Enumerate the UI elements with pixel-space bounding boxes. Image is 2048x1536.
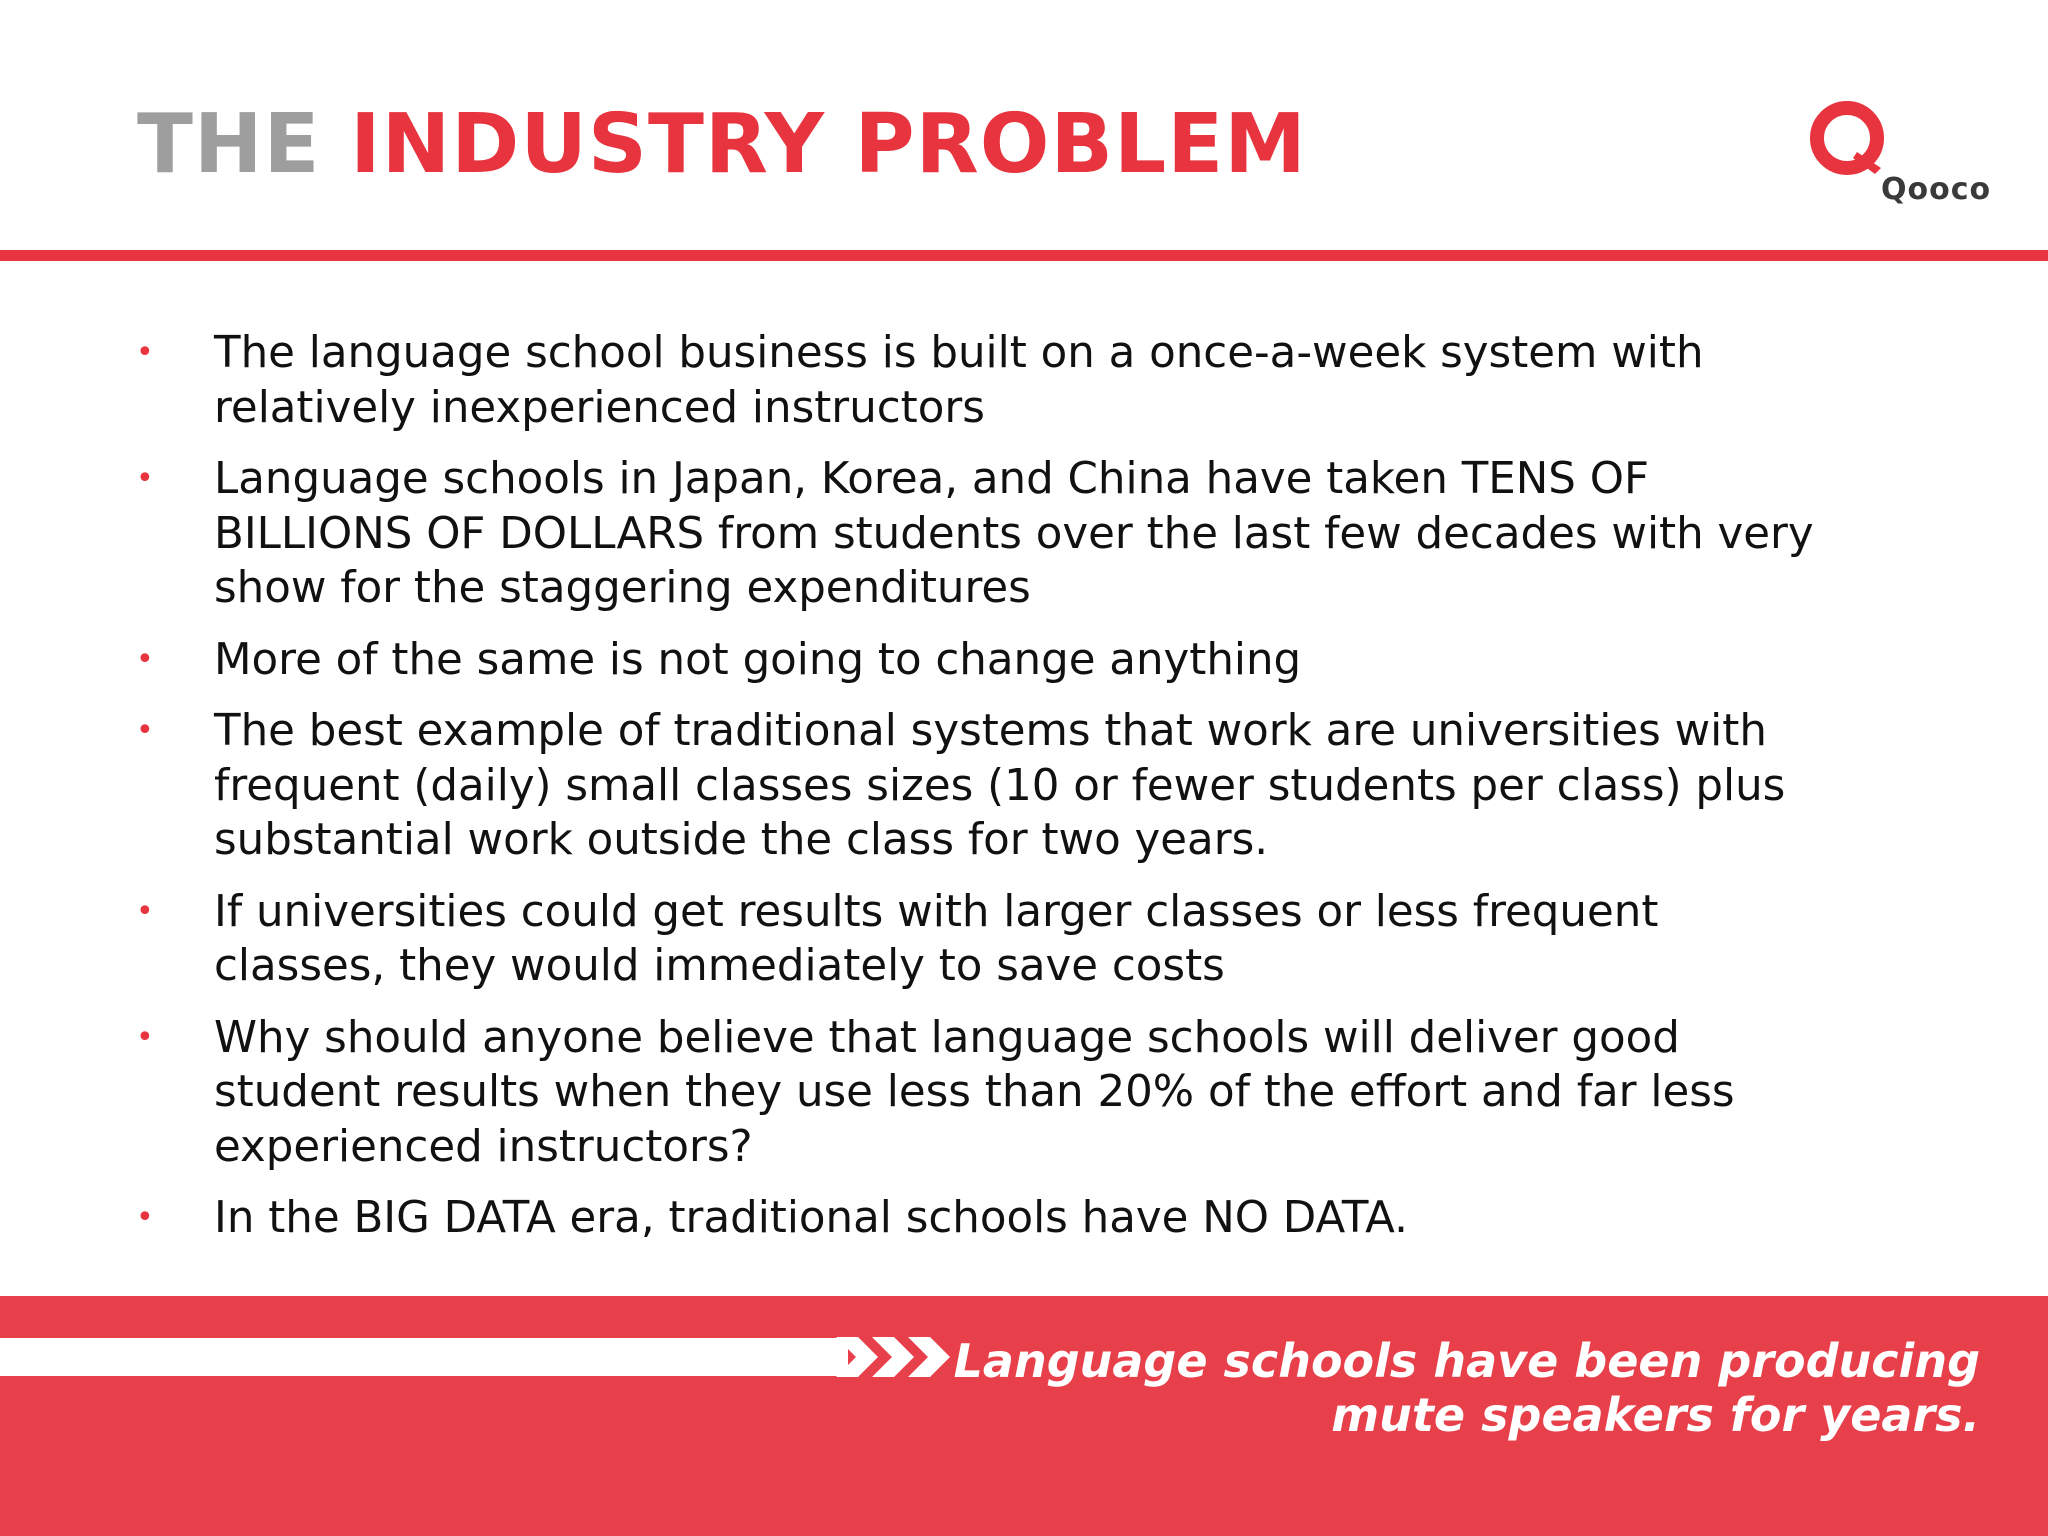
bullet-text: Language schools in Japan, Korea, and China have taken TENS OF BILLIONS OF DOLLARS from students over the last few decades with very show for the staggering expenditures bbox=[214, 454, 1814, 613]
bullet-dot-icon: • bbox=[136, 335, 154, 370]
list-item bbox=[136, 885, 1936, 994]
footer-stripe bbox=[0, 1338, 848, 1376]
logo-text: Qooco bbox=[1881, 172, 1992, 207]
footer-banner bbox=[0, 1296, 2048, 1536]
list-item bbox=[136, 633, 1936, 688]
bullet-text: The language school business is built on a once-a-week system with relatively inexperienced instructors bbox=[214, 328, 1704, 433]
qooco-logo bbox=[1805, 100, 2005, 210]
bullet-text: The best example of traditional systems that work are universities with frequent (daily) small classes sizes (10 or fewer students per class) plus substantial work outside the class for two years. bbox=[214, 706, 1786, 865]
bullet-dot-icon: • bbox=[136, 1200, 154, 1235]
bullet-text: If universities could get results with larger classes or less frequent classes, they would immediately to save costs bbox=[214, 886, 1659, 991]
bullet-text: In the BIG DATA era, traditional schools have NO DATA. bbox=[214, 1193, 1408, 1243]
list-item bbox=[136, 326, 1936, 435]
page-title bbox=[137, 97, 1307, 192]
footer-tagline: Language schools have been producing mute speakers for years. bbox=[953, 1334, 1980, 1442]
header-divider bbox=[0, 250, 2048, 261]
list-item bbox=[136, 1011, 1936, 1175]
bullet-dot-icon: • bbox=[136, 893, 154, 929]
qooco-q-logo-icon bbox=[1805, 100, 1895, 180]
bullet-dot-icon: • bbox=[136, 641, 154, 677]
bullet-dot-icon: • bbox=[136, 1019, 154, 1055]
list-item bbox=[136, 1191, 1936, 1246]
bullet-text: Why should anyone believe that language schools will deliver good student results when they use less than 20% of the effort and far less experienced instructors? bbox=[214, 1012, 1735, 1172]
title-part-red: INDUSTRY PROBLEM bbox=[350, 97, 1307, 192]
title-part-gray: THE bbox=[137, 97, 321, 192]
list-item bbox=[136, 452, 1936, 616]
bullet-list bbox=[136, 326, 1936, 1263]
bullet-dot-icon: • bbox=[136, 713, 154, 748]
bullet-text: More of the same is not going to change anything bbox=[214, 634, 1302, 685]
list-item bbox=[136, 704, 1936, 868]
bullet-dot-icon: • bbox=[136, 461, 154, 496]
